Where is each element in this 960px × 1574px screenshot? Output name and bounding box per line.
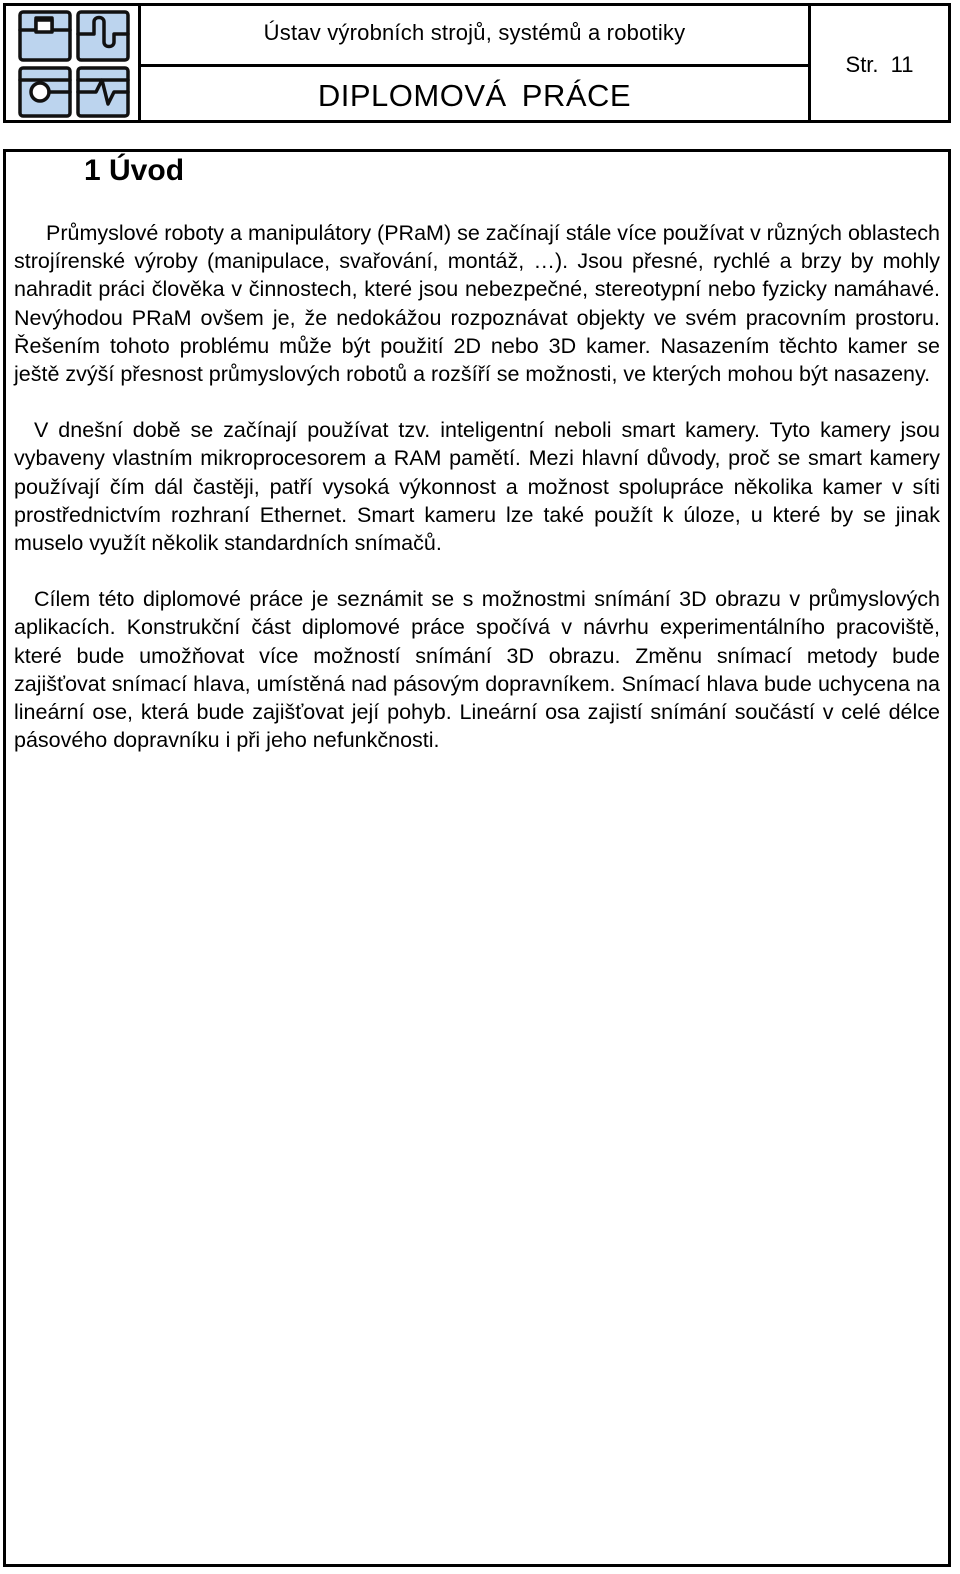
chapter-content — [14, 219, 940, 782]
page-number: Str. 11 — [845, 52, 914, 77]
chapter-title: 1 Úvod — [84, 154, 185, 187]
logo-cell — [6, 6, 141, 120]
paragraph: Cílem této diplomové práce je seznámit se s možnostmi snímání 3D obrazu v průmyslových aplikacích. Konstrukční část diplomové práce spočívá v návrhu experimentálního pracoviště, které bude umožňovat více možností snímání 3D obrazu. Změnu snímací metody bude zajišťovat snímací hlava, umístěná nad pásovým dopravníkem. Snímací hlava bude uchycena na lineární ose, která bude zajišťovat její pohyb. Lineární osa zajistí snímání součástí v celé délce pásového dopravníku i při jeho nefunkčnosti. — [14, 587, 940, 753]
page-number-cell — [811, 6, 948, 120]
header-divider — [141, 64, 808, 67]
document-type: DIPLOMOVÁ PRÁCE — [317, 78, 632, 113]
paragraph: Průmyslové roboty a manipulátory (PRaM) se začínají stále více používat v různých oblastech strojírenské výroby (manipulace, svařování, montáž, …). Jsou přesné, rychlé a brzy by mohly nahradit práci člověka v činnostech, které jsou nebezpečné, stereotypní nebo fyzicky namáhavé. Nevýhodou PRaM ovšem je, že nedokážou rozpoznávat objekty ve svém pracovním prostoru. Řešením tohoto problému může být použití 2D nebo 3D kamer. Nasazením těchto kamer se ještě zvýší přesnost průmyslových robotů a rozšíří se možnosti, ve kterých mohou být nasazeny. — [14, 221, 940, 387]
paragraph: V dnešní době se začínají používat tzv. inteligentní neboli smart kamery. Tyto kamery jsou vybaveny vlastním mikroprocesorem a RAM pamětí. Mezi hlavní důvody, proč se smart kamery používají čím dál častěji, patří vysoká výkonnost a možnost spolupráce několika kamer v síti prostřednictvím rozhraní Ethernet. Smart kameru lze také použít k úloze, u které by se jinak muselo využít několik standardních snímačů. — [14, 418, 940, 556]
page-header — [3, 3, 951, 123]
institute-name: Ústav výrobních strojů, systémů a robotiky — [263, 20, 686, 45]
institute-logo-icon — [16, 8, 132, 120]
header-title-cell — [141, 6, 811, 120]
